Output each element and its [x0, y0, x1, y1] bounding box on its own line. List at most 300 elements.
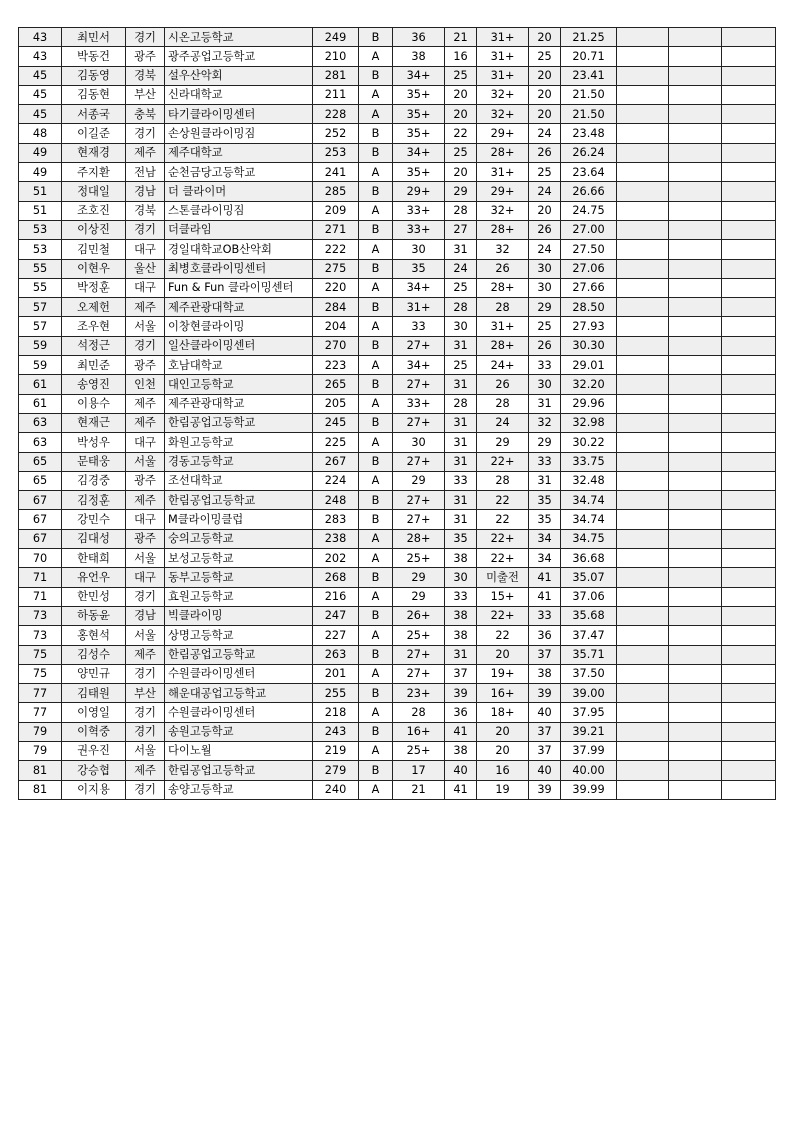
empty-cell: [617, 201, 669, 220]
score-cell: 40.00: [561, 761, 617, 780]
rank-cell: 81: [19, 761, 62, 780]
round1-rank-cell: 25: [445, 278, 477, 297]
name-cell: 이상진: [62, 220, 126, 239]
bib-number-cell: 209: [313, 201, 359, 220]
score-cell: 33.75: [561, 452, 617, 471]
team-cell: 제주대학교: [165, 143, 313, 162]
empty-cell: [669, 28, 722, 47]
team-cell: 광주공업고등학교: [165, 47, 313, 66]
region-cell: 경기: [126, 722, 165, 741]
name-cell: 김민철: [62, 240, 126, 259]
empty-cell: [669, 201, 722, 220]
table-row: [19, 375, 776, 394]
round1-rank-cell: 31: [445, 510, 477, 529]
bib-number-cell: 225: [313, 433, 359, 452]
round2-rank-cell: 30: [529, 375, 561, 394]
empty-cell: [722, 722, 776, 741]
group-cell: A: [359, 85, 393, 104]
score-cell: 23.64: [561, 163, 617, 182]
table-row: [19, 220, 776, 239]
name-cell: 한민성: [62, 587, 126, 606]
round1-result-cell: 16+: [393, 722, 445, 741]
score-cell: 37.95: [561, 703, 617, 722]
name-cell: 박성우: [62, 433, 126, 452]
round1-rank-cell: 31: [445, 433, 477, 452]
region-cell: 경기: [126, 220, 165, 239]
round2-result-cell: 24: [477, 413, 529, 432]
bib-number-cell: 263: [313, 645, 359, 664]
group-cell: B: [359, 298, 393, 317]
group-cell: A: [359, 394, 393, 413]
bib-number-cell: 220: [313, 278, 359, 297]
table-row: [19, 510, 776, 529]
team-cell: 신라대학교: [165, 85, 313, 104]
table-row: [19, 143, 776, 162]
empty-cell: [722, 298, 776, 317]
rank-cell: 51: [19, 182, 62, 201]
round1-result-cell: 35+: [393, 124, 445, 143]
team-cell: 타기클라이밍센터: [165, 105, 313, 124]
name-cell: 김성수: [62, 645, 126, 664]
team-cell: 한림공업고등학교: [165, 761, 313, 780]
score-cell: 27.06: [561, 259, 617, 278]
rank-cell: 57: [19, 298, 62, 317]
empty-cell: [617, 240, 669, 259]
round1-result-cell: 17: [393, 761, 445, 780]
empty-cell: [722, 684, 776, 703]
round1-rank-cell: 41: [445, 780, 477, 799]
rank-cell: 59: [19, 356, 62, 375]
table-row: [19, 124, 776, 143]
team-cell: 상명고등학교: [165, 626, 313, 645]
round2-rank-cell: 24: [529, 240, 561, 259]
empty-cell: [617, 741, 669, 760]
table-row: [19, 491, 776, 510]
table-row: [19, 684, 776, 703]
group-cell: B: [359, 124, 393, 143]
round2-rank-cell: 34: [529, 549, 561, 568]
round1-rank-cell: 28: [445, 298, 477, 317]
region-cell: 대구: [126, 278, 165, 297]
round1-result-cell: 21: [393, 780, 445, 799]
round2-result-cell: 28+: [477, 143, 529, 162]
region-cell: 충북: [126, 105, 165, 124]
rank-cell: 75: [19, 664, 62, 683]
table-row: [19, 278, 776, 297]
round2-rank-cell: 39: [529, 684, 561, 703]
empty-cell: [722, 780, 776, 799]
round2-result-cell: 20: [477, 741, 529, 760]
score-cell: 32.98: [561, 413, 617, 432]
round2-result-cell: 31+: [477, 66, 529, 85]
round1-rank-cell: 39: [445, 684, 477, 703]
empty-cell: [722, 703, 776, 722]
empty-cell: [722, 433, 776, 452]
rank-cell: 63: [19, 433, 62, 452]
region-cell: 서울: [126, 741, 165, 760]
round2-result-cell: 28+: [477, 278, 529, 297]
round2-result-cell: 32+: [477, 105, 529, 124]
empty-cell: [722, 240, 776, 259]
name-cell: 조우현: [62, 317, 126, 336]
score-cell: 34.74: [561, 510, 617, 529]
team-cell: 송양고등학교: [165, 780, 313, 799]
score-cell: 24.75: [561, 201, 617, 220]
results-table: [18, 27, 776, 800]
empty-cell: [617, 626, 669, 645]
round1-result-cell: 34+: [393, 66, 445, 85]
region-cell: 서울: [126, 549, 165, 568]
name-cell: 이지용: [62, 780, 126, 799]
round1-rank-cell: 38: [445, 606, 477, 625]
empty-cell: [617, 143, 669, 162]
rank-cell: 77: [19, 684, 62, 703]
round1-rank-cell: 38: [445, 741, 477, 760]
round2-rank-cell: 41: [529, 587, 561, 606]
empty-cell: [722, 510, 776, 529]
table-row: [19, 452, 776, 471]
empty-cell: [617, 529, 669, 548]
empty-cell: [669, 413, 722, 432]
round1-rank-cell: 20: [445, 105, 477, 124]
team-cell: 동부고등학교: [165, 568, 313, 587]
rank-cell: 73: [19, 606, 62, 625]
empty-cell: [669, 626, 722, 645]
empty-cell: [722, 124, 776, 143]
empty-cell: [617, 433, 669, 452]
empty-cell: [669, 645, 722, 664]
rank-cell: 53: [19, 220, 62, 239]
region-cell: 제주: [126, 645, 165, 664]
empty-cell: [669, 433, 722, 452]
round1-result-cell: 35+: [393, 163, 445, 182]
group-cell: A: [359, 47, 393, 66]
empty-cell: [669, 587, 722, 606]
round2-result-cell: 22+: [477, 452, 529, 471]
empty-cell: [669, 684, 722, 703]
round1-result-cell: 29+: [393, 182, 445, 201]
empty-cell: [617, 549, 669, 568]
name-cell: 박동건: [62, 47, 126, 66]
empty-cell: [722, 317, 776, 336]
table-row: [19, 722, 776, 741]
round1-result-cell: 25+: [393, 626, 445, 645]
name-cell: 이현우: [62, 259, 126, 278]
table-row: [19, 356, 776, 375]
empty-cell: [722, 85, 776, 104]
round1-rank-cell: 29: [445, 182, 477, 201]
rank-cell: 71: [19, 568, 62, 587]
bib-number-cell: 248: [313, 491, 359, 510]
score-cell: 39.99: [561, 780, 617, 799]
table-row: [19, 259, 776, 278]
table-row: [19, 703, 776, 722]
team-cell: 한림공업고등학교: [165, 491, 313, 510]
team-cell: 최병호클라이밍센터: [165, 259, 313, 278]
round2-result-cell: 24+: [477, 356, 529, 375]
empty-cell: [669, 394, 722, 413]
team-cell: 빅클라이밍: [165, 606, 313, 625]
bib-number-cell: 205: [313, 394, 359, 413]
rank-cell: 48: [19, 124, 62, 143]
round1-rank-cell: 20: [445, 163, 477, 182]
round2-result-cell: 26: [477, 259, 529, 278]
bib-number-cell: 241: [313, 163, 359, 182]
group-cell: B: [359, 491, 393, 510]
rank-cell: 81: [19, 780, 62, 799]
round1-rank-cell: 24: [445, 259, 477, 278]
rank-cell: 45: [19, 66, 62, 85]
empty-cell: [617, 606, 669, 625]
name-cell: 이영일: [62, 703, 126, 722]
round2-rank-cell: 20: [529, 28, 561, 47]
round1-result-cell: 34+: [393, 278, 445, 297]
rank-cell: 65: [19, 452, 62, 471]
region-cell: 대구: [126, 240, 165, 259]
team-cell: M클라이밍클럽: [165, 510, 313, 529]
team-cell: 설우산악회: [165, 66, 313, 85]
rank-cell: 67: [19, 529, 62, 548]
table-row: [19, 201, 776, 220]
table-row: [19, 645, 776, 664]
round1-rank-cell: 16: [445, 47, 477, 66]
name-cell: 최민준: [62, 356, 126, 375]
round1-rank-cell: 30: [445, 568, 477, 587]
table-row: [19, 568, 776, 587]
empty-cell: [617, 568, 669, 587]
score-cell: 20.71: [561, 47, 617, 66]
bib-number-cell: 283: [313, 510, 359, 529]
table-row: [19, 336, 776, 355]
empty-cell: [617, 722, 669, 741]
score-cell: 37.06: [561, 587, 617, 606]
bib-number-cell: 281: [313, 66, 359, 85]
region-cell: 서울: [126, 317, 165, 336]
round2-rank-cell: 24: [529, 182, 561, 201]
team-cell: 호남대학교: [165, 356, 313, 375]
empty-cell: [617, 761, 669, 780]
region-cell: 부산: [126, 684, 165, 703]
round2-result-cell: 22: [477, 626, 529, 645]
round1-rank-cell: 40: [445, 761, 477, 780]
round2-rank-cell: 41: [529, 568, 561, 587]
empty-cell: [669, 220, 722, 239]
empty-cell: [669, 491, 722, 510]
empty-cell: [722, 182, 776, 201]
round2-result-cell: 20: [477, 722, 529, 741]
rank-cell: 49: [19, 143, 62, 162]
round2-result-cell: 22+: [477, 606, 529, 625]
empty-cell: [669, 163, 722, 182]
team-cell: 화원고등학교: [165, 433, 313, 452]
round2-result-cell: 22+: [477, 549, 529, 568]
region-cell: 인천: [126, 375, 165, 394]
round1-result-cell: 31+: [393, 298, 445, 317]
group-cell: A: [359, 664, 393, 683]
score-cell: 27.66: [561, 278, 617, 297]
round2-result-cell: 15+: [477, 587, 529, 606]
empty-cell: [669, 47, 722, 66]
round2-result-cell: 29+: [477, 124, 529, 143]
name-cell: 오제헌: [62, 298, 126, 317]
region-cell: 경기: [126, 703, 165, 722]
bib-number-cell: 265: [313, 375, 359, 394]
round1-rank-cell: 38: [445, 549, 477, 568]
bib-number-cell: 275: [313, 259, 359, 278]
group-cell: B: [359, 722, 393, 741]
group-cell: A: [359, 626, 393, 645]
empty-cell: [617, 259, 669, 278]
bib-number-cell: 285: [313, 182, 359, 201]
score-cell: 30.30: [561, 336, 617, 355]
empty-cell: [617, 510, 669, 529]
bib-number-cell: 279: [313, 761, 359, 780]
team-cell: 제주관광대학교: [165, 394, 313, 413]
team-cell: 스톤클라이밍짐: [165, 201, 313, 220]
bib-number-cell: 268: [313, 568, 359, 587]
round2-rank-cell: 29: [529, 298, 561, 317]
score-cell: 35.07: [561, 568, 617, 587]
name-cell: 권우진: [62, 741, 126, 760]
empty-cell: [669, 240, 722, 259]
region-cell: 광주: [126, 529, 165, 548]
round2-rank-cell: 30: [529, 259, 561, 278]
table-row: [19, 66, 776, 85]
empty-cell: [669, 568, 722, 587]
team-cell: 더 클라이머: [165, 182, 313, 201]
empty-cell: [722, 413, 776, 432]
table-row: [19, 317, 776, 336]
bib-number-cell: 284: [313, 298, 359, 317]
results-table-body: [19, 28, 776, 800]
region-cell: 경기: [126, 124, 165, 143]
group-cell: B: [359, 452, 393, 471]
rank-cell: 43: [19, 28, 62, 47]
name-cell: 강승협: [62, 761, 126, 780]
name-cell: 김동영: [62, 66, 126, 85]
round1-result-cell: 27+: [393, 491, 445, 510]
group-cell: B: [359, 66, 393, 85]
empty-cell: [669, 780, 722, 799]
score-cell: 23.48: [561, 124, 617, 143]
round2-rank-cell: 39: [529, 780, 561, 799]
round2-result-cell: 28: [477, 298, 529, 317]
name-cell: 조호진: [62, 201, 126, 220]
rank-cell: 77: [19, 703, 62, 722]
empty-cell: [722, 645, 776, 664]
score-cell: 37.47: [561, 626, 617, 645]
team-cell: 송원고등학교: [165, 722, 313, 741]
bib-number-cell: 271: [313, 220, 359, 239]
round1-result-cell: 27+: [393, 336, 445, 355]
round2-result-cell: 28+: [477, 220, 529, 239]
name-cell: 김대성: [62, 529, 126, 548]
name-cell: 한태희: [62, 549, 126, 568]
round2-result-cell: 16+: [477, 684, 529, 703]
region-cell: 경남: [126, 606, 165, 625]
round1-result-cell: 30: [393, 240, 445, 259]
round1-result-cell: 36: [393, 28, 445, 47]
round1-result-cell: 34+: [393, 143, 445, 162]
empty-cell: [669, 105, 722, 124]
round2-result-cell: 20: [477, 645, 529, 664]
table-row: [19, 298, 776, 317]
table-row: [19, 606, 776, 625]
round1-rank-cell: 31: [445, 240, 477, 259]
score-cell: 39.00: [561, 684, 617, 703]
empty-cell: [617, 684, 669, 703]
round2-rank-cell: 33: [529, 606, 561, 625]
team-cell: 순천금당고등학교: [165, 163, 313, 182]
round2-rank-cell: 37: [529, 645, 561, 664]
rank-cell: 51: [19, 201, 62, 220]
team-cell: 해운대공업고등학교: [165, 684, 313, 703]
table-row: [19, 741, 776, 760]
round2-result-cell: 32+: [477, 85, 529, 104]
group-cell: B: [359, 336, 393, 355]
group-cell: B: [359, 761, 393, 780]
round2-result-cell: 18+: [477, 703, 529, 722]
empty-cell: [722, 105, 776, 124]
empty-cell: [617, 278, 669, 297]
round2-result-cell: 26: [477, 375, 529, 394]
round2-result-cell: 16: [477, 761, 529, 780]
round2-rank-cell: 35: [529, 510, 561, 529]
bib-number-cell: 211: [313, 85, 359, 104]
bib-number-cell: 224: [313, 471, 359, 490]
name-cell: 하동윤: [62, 606, 126, 625]
round1-result-cell: 33+: [393, 394, 445, 413]
empty-cell: [669, 66, 722, 85]
round2-rank-cell: 31: [529, 394, 561, 413]
name-cell: 홍현석: [62, 626, 126, 645]
round1-rank-cell: 25: [445, 356, 477, 375]
empty-cell: [617, 47, 669, 66]
empty-cell: [722, 375, 776, 394]
round2-rank-cell: 35: [529, 491, 561, 510]
empty-cell: [617, 645, 669, 664]
region-cell: 제주: [126, 761, 165, 780]
round2-rank-cell: 37: [529, 741, 561, 760]
round1-rank-cell: 31: [445, 645, 477, 664]
bib-number-cell: 210: [313, 47, 359, 66]
name-cell: 이길준: [62, 124, 126, 143]
empty-cell: [617, 317, 669, 336]
bib-number-cell: 253: [313, 143, 359, 162]
score-cell: 37.99: [561, 741, 617, 760]
round2-result-cell: 22: [477, 491, 529, 510]
round1-result-cell: 29: [393, 568, 445, 587]
round1-rank-cell: 35: [445, 529, 477, 548]
region-cell: 경기: [126, 780, 165, 799]
round1-rank-cell: 37: [445, 664, 477, 683]
region-cell: 경기: [126, 664, 165, 683]
empty-cell: [617, 66, 669, 85]
empty-cell: [617, 703, 669, 722]
score-cell: 21.50: [561, 85, 617, 104]
group-cell: A: [359, 741, 393, 760]
round1-result-cell: 33: [393, 317, 445, 336]
empty-cell: [617, 491, 669, 510]
round2-result-cell: 31+: [477, 317, 529, 336]
group-cell: B: [359, 606, 393, 625]
bib-number-cell: 249: [313, 28, 359, 47]
team-cell: 한림공업고등학교: [165, 645, 313, 664]
empty-cell: [722, 761, 776, 780]
group-cell: B: [359, 413, 393, 432]
round1-result-cell: 26+: [393, 606, 445, 625]
name-cell: 김경중: [62, 471, 126, 490]
